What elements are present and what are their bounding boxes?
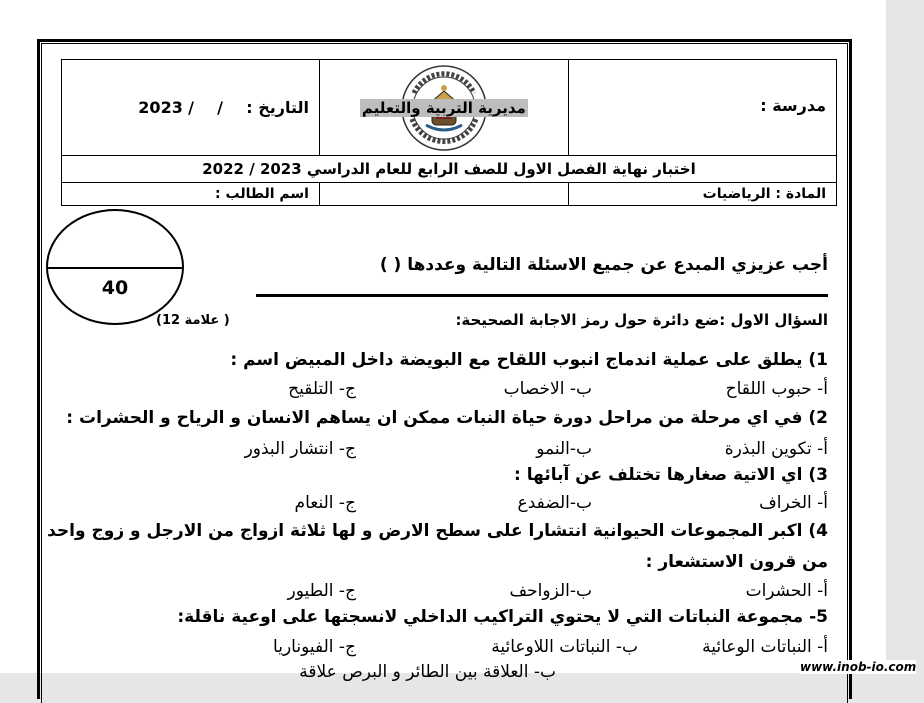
horizontal-rule [256, 294, 828, 297]
question-3: 3) اي الاتية صغارها تختلف عن آبائها : [514, 465, 828, 485]
q5-option-c: ج- الفيوناريا [273, 637, 356, 657]
q4-option-b: ب-الزواحف [509, 581, 592, 601]
q1-option-b: ب- الاخصاب [503, 379, 592, 399]
q1-option-c: ج- التلقيح [288, 379, 356, 399]
exam-title: اختبار نهاية الفصل الاول للصف الرابع للعام الدراسي 2023 / 2022 [62, 156, 837, 183]
score-total: 40 [101, 277, 129, 299]
q2-option-a: أ- تكوين البذرة [724, 439, 828, 459]
q3-option-c: ج- النعام [294, 493, 356, 513]
q4-option-a: أ- الحشرات [745, 581, 828, 601]
q5-option-a: أ- النباتات الوعائية [702, 637, 828, 657]
q3-option-b: ب-الضفدع [517, 493, 592, 513]
date-separator-1: / [217, 98, 223, 117]
section1-title: السؤال الاول :ضع دائرة حول رمز الاجابة الصحيحة: [455, 311, 828, 329]
instructions: أجب عزيزي المبدع عن جميع الاسئلة التالية وعددها ( ) [379, 255, 828, 275]
question-2: 2) في اي مرحلة من مراحل دورة حياة النبات ممكن ان يساهم الانسان و الرياح و الحشرات : [66, 408, 828, 428]
q3-option-a: أ- الخراف [759, 493, 828, 513]
date-label: التاريخ : [246, 98, 309, 117]
directorate-name: مديرية التربية والتعليم [361, 98, 526, 117]
question-4: 4) اكبر المجموعات الحيوانية انتشارا على سطح الارض و لها ثلاثة ازواج من الارجل و زوج واحد [47, 521, 828, 541]
q4-option-c: ج- الطيور [287, 581, 356, 601]
school-label: مدرسة : [760, 96, 826, 115]
subject-label: المادة : الرياضيات [568, 183, 836, 206]
q1-option-a: أ- حبوب اللقاح [725, 379, 828, 399]
q5-option-b: ب- النباتات اللاوعائية [491, 637, 638, 657]
date-separator-2: / [188, 98, 194, 117]
empty-cell [319, 183, 568, 206]
partial-line: ب- العلاقة بين الطائر و البرص علاقة [299, 662, 556, 682]
school-cell [568, 60, 836, 156]
site-watermark: www.inob-io.com [800, 660, 917, 674]
q2-option-c: ج- انتشار البذور [244, 439, 356, 459]
question-5: 5- مجموعة النباتات التي لا يحتوي التراكيب الداخلي لانسجتها على اوعية ناقلة: [177, 607, 828, 627]
question-4-continued: من قرون الاستشعار : [645, 552, 828, 572]
q2-option-b: ب-النمو [536, 439, 592, 459]
exam-header-table [61, 59, 837, 206]
directorate-cell [319, 60, 568, 156]
student-name-label: اسم الطالب : [62, 183, 320, 206]
window-gutter [886, 0, 924, 673]
score-circle [46, 209, 184, 325]
score-divider [48, 267, 182, 269]
date-cell [62, 60, 320, 156]
date-year: 2023 [138, 98, 183, 117]
question-1: 1) يطلق على عملية اندماج انبوب اللقاح مع البويضة داخل المبيض اسم : [230, 350, 828, 370]
section1-marks: (12 علامة ) [156, 313, 230, 328]
